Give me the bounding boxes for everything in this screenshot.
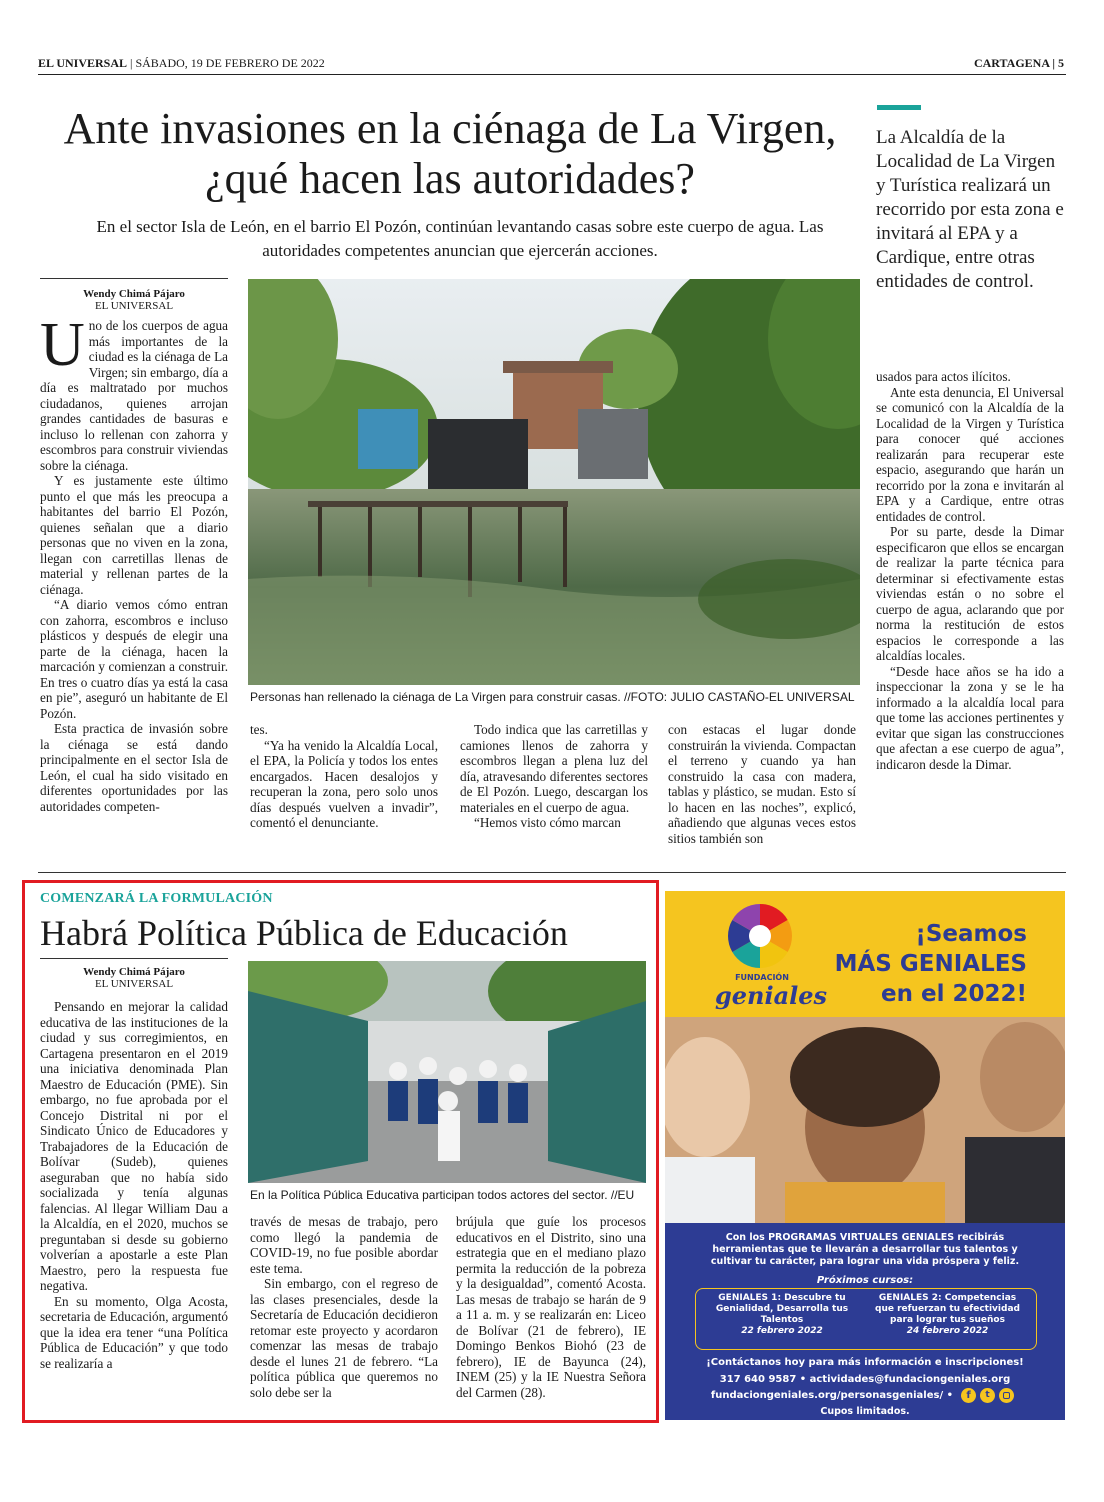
ad-headline-line: ¡Seamos (915, 921, 1027, 947)
author-name: Wendy Chimá Pájaro (83, 966, 185, 978)
article1-photo (248, 279, 860, 685)
logo-name: geniales (715, 981, 828, 1010)
paragraph: Todo indica que las carretillas y camiones llenos de zahorra y escombros llegan a plena luz del día, atravesando diferentes sectores de El Pozón. Luego, descargan los materiales en el cuerpo de agua. (460, 722, 648, 815)
paper-name: EL UNIVERSAL (38, 56, 128, 70)
paragraph: “Ya ha venido la Alcaldía Local, el EPA, la Policía y todos los entes encargados. Hacen desalojos y recuperan la zona, pero solo unos días después vuelven a invadir”, comentó el denunciante. (250, 737, 438, 830)
twitter-icon[interactable]: t (980, 1388, 995, 1403)
paragraph: con estacas el lugar donde construirán la vivienda. Compactan el terreno y cuando ya han construido la casa con madera, tablas y plástico, se mudan. Esto sí lo hacen en las noches”, explicó, añadiendo que algunas veces estos sitios también son (668, 722, 856, 846)
page-header-left: EL UNIVERSAL | SÁBADO, 19 DE FEBRERO DE 2022 (38, 56, 325, 70)
accent-bar (877, 105, 921, 110)
course-1-date: 22 febrero 2022 (741, 1326, 823, 1336)
geniales-advertisement[interactable] (665, 891, 1065, 1420)
paragraph: usados para actos ilícitos. (876, 369, 1011, 384)
paragraph: “Desde hace años se ha ido a inspeccionar la zona y se le ha informado a la alcaldía local para que tome las acciones pertinentes y evitar que sigan las construcciones que afectan a ese cuerpo de agua”, indicaron desde la Dimar. (876, 663, 1064, 772)
facebook-icon[interactable]: f (961, 1388, 976, 1403)
article2-byline (40, 966, 228, 990)
paragraph-text: no de los cuerpos de agua más importantes de la ciudad es la ciénaga de La Virgen; sin embargo, día a día es maltratado por muchos ciudadanos, quienes arrojan grandes cantidades de basuras e incluso lo rellenan con zahorra y escombros para construir viviendas sobre la ciénaga. (40, 318, 228, 473)
paragraph: Esta practica de invasión sobre la ciénaga se está dando principalmente en el sector Isla de León, el cual ha sido visitado en diferentes oportunidades por las autoridades competen- (40, 721, 228, 814)
page-number: 5 (1058, 56, 1064, 70)
paragraph: Y es justamente este último punto el que más les preocupa a habitantes del barrio El Pozón, quienes señalan que a diario personas que no viven en la zona, llegan con carretillas llenas de material y rellenan partes de la ciénaga. (40, 473, 228, 597)
pull-quote: La Alcaldía de la Localidad de La Virgen y Turística realizará un recorrido por esta zona e invitará al EPA y a Cardique, entre otras entidades de control. (876, 127, 1064, 292)
author-name: Wendy Chimá Pájaro (83, 288, 185, 300)
smiling-people-image (665, 1017, 1065, 1223)
article2-column-3 (456, 1214, 646, 1411)
article1-deck: En el sector Isla de León, en el barrio El Pozón, continúan levantando casas sobre este cuerpo de agua. Las autoridades competentes anuncian que ejercerán acciones. (96, 217, 824, 260)
ad-headline-line: en el 2022! (881, 981, 1027, 1007)
ad-headline-line: MÁS GENIALES (834, 951, 1027, 977)
instagram-icon[interactable] (999, 1388, 1014, 1403)
paragraph: “A diario vemos cómo entran con zahorra, escombros e incluso plásticos y después de elegir una parte de la ciénaga, hacen la marcación y comienzan a construir. En tres o cuatro días ya está la casa en pie”, aseguró un habitante de El Pozón. (40, 597, 228, 721)
article2-caption: En la Política Pública Educativa participan todos actores del sector. //EU (250, 1188, 635, 1202)
course-2-title: GENIALES 2: Competencias que refuerzan tu efectividad para lograr tus sueños (875, 1293, 1020, 1325)
paragraph (40, 318, 228, 473)
paragraph: Sin embargo, con el regreso de las clases presenciales, desde la Secretaría de Educación decidieron retomar este proyecto y acordaron comenzar las mesas de trabajo desde el lunes 21 de febrero. “La política pública que queremos no solo debe ser la (250, 1276, 438, 1400)
article1-column-2 (250, 722, 438, 864)
paragraph: “Hemos visto cómo marcan (474, 815, 621, 830)
byline-rule (40, 278, 228, 279)
social-icons (961, 1388, 1021, 1404)
article2-kicker: COMENZARÁ LA FORMULACIÓN (40, 891, 273, 906)
paragraph: brújula que guíe los procesos educativos en el Distrito, sino una estrategia que en el mediano plazo permita la reducción de la pobreza y la desigualdad”, comentó Acosta. Las mesas de trabajo se harán de 9 a 11 a. m. y se realizarán en: Liceo de Bolívar (21 de febrero), IE Domingo Benkos Biohó (23 de febrero), IE de Bayunca (24), INEM (25) y la IE Nuestra Señora del Carmen (28). (456, 1214, 646, 1400)
course-1-title: GENIALES 1: Descubre tu Genialidad, Desarrolla tus Talentos (715, 1293, 849, 1325)
website-link[interactable]: fundaciongeniales.org/personasgeniales/ • (710, 1390, 953, 1401)
paragraph: Pensando en mejorar la calidad educativa de las instituciones de la ciudad y sus corregimientos, en Cartagena presentaron en el 2019 una iniciativa denominada Plan Maestro de Educación (PME). Sin embargo, no fue aprobada por el Concejo Distrital ni por el Sindicato Único de Educadores y Trabajadores de la Educación de Bolívar (Sudeb), quienes aseguraban que no había sido socializada y tenía algunas falencias. Al llegar William Dau a la Alcaldía, en el 2020, muchos se preguntaban si desde su gobierno volverían a apostarle a este Plan Maestro, pero la respuesta fue negativa. (40, 999, 228, 1293)
course-1[interactable] (707, 1293, 857, 1337)
article1-column-3 (460, 722, 648, 864)
article1-byline (40, 288, 228, 312)
byline-rule (40, 958, 228, 959)
article1-column-4 (668, 722, 856, 864)
page-header-right: CARTAGENA | 5 (973, 56, 1064, 70)
article1-caption: Personas han rellenado la ciénaga de La Virgen para construir casas. //FOTO: JULIO CASTAÑO-EL UNIVERSAL (250, 690, 855, 704)
header-rule (38, 74, 1066, 75)
ad-intro: Con los PROGRAMAS VIRTUALES GENIALES recibirás herramientas que te llevarán a desarrollar tus talentos y cultivar tu carácter, para lograr una vida próspera y feliz. (710, 1232, 1020, 1267)
ad-photo (665, 1017, 1065, 1223)
section-name: CARTAGENA (973, 56, 1050, 70)
article1-column-1 (40, 318, 228, 864)
author-outlet: EL UNIVERSAL (94, 978, 174, 990)
section-divider (38, 872, 1066, 873)
phone-email[interactable]: 317 640 9587 • actividades@fundaciongeniales.org (719, 1374, 1011, 1385)
limited-seats: Cupos limitados. (820, 1406, 910, 1417)
fundacion-logo-icon (725, 901, 795, 971)
paragraph: Por su parte, desde la Dimar especificaron que ellos se encargan de realizar la parte técnica para determinar si efectivamente estas viviendas están o no sobre el cuerpo de agua, aclarando que por norma la restitución de estos espacios le corresponde a las alcaldías locales. (876, 524, 1064, 663)
article2-column-2 (250, 1214, 438, 1411)
article1-column-5 (876, 369, 1064, 864)
issue-date: SÁBADO, 19 DE FEBRERO DE 2022 (135, 56, 325, 70)
course-2[interactable] (870, 1293, 1025, 1337)
article2-photo (248, 961, 646, 1183)
article1-headline: Ante invasiones en la ciénaga de La Virgen, ¿qué hacen las autoridades? (63, 104, 837, 203)
drop-cap: U (40, 318, 85, 379)
contact-line: ¡Contáctanos hoy para más información e inscripciones! (706, 1357, 1024, 1368)
course-2-date: 24 febrero 2022 (906, 1326, 989, 1336)
author-outlet: EL UNIVERSAL (94, 300, 174, 312)
paragraph: través de mesas de trabajo, pero como llegó la pandemia de COVID-19, no fue posible abordar este tema. (250, 1214, 438, 1276)
article2-headline: Habrá Política Pública de Educación (40, 913, 568, 953)
paragraph: Ante esta denuncia, El Universal se comunicó con la Alcaldía de la Localidad de la Virgen y Turística para conocer qué acciones realizarán para recuperar este espacio, asegurando que harán un recorrido por la zona e invitarán al EPA y a Cardique, entre otras entidades de control. (876, 384, 1064, 524)
article2-column-1 (40, 999, 228, 1411)
courses-title: Próximos cursos: (816, 1275, 914, 1286)
ad-headline (797, 919, 1027, 1009)
school-students-image (248, 961, 646, 1183)
logo-foundation-label: FUNDACIÓN (735, 973, 789, 982)
ad-info-panel (665, 1223, 1065, 1420)
paragraph: En su momento, Olga Acosta, secretaria de Educación, argumentó que la idea era tener “una Política Pública de Educación” y que todo se realizaría a (40, 1293, 228, 1371)
paragraph: tes. (250, 722, 268, 737)
swamp-houses-image (248, 279, 860, 685)
